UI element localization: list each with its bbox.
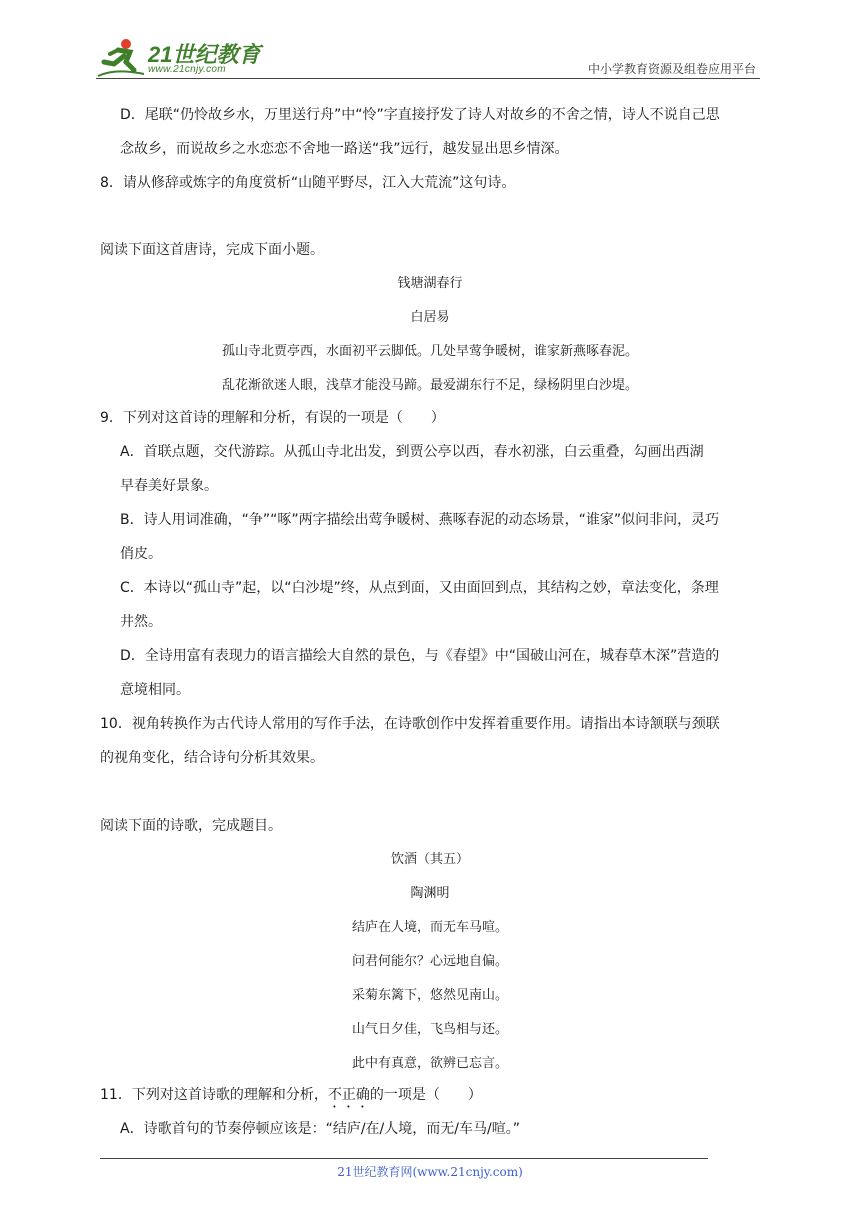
- question-10-cont: 的视角变化，结合诗句分析其效果。: [100, 750, 324, 766]
- q7-option-d-cont: 念故乡，而说故乡之水恋恋不舍地一路送“我”远行，越发显出思乡情深。: [120, 141, 569, 157]
- q11-option-a: A．诗歌首句的节奏停顿应该是：“结庐/在/人境，而无/车马/喧。”: [120, 1121, 520, 1137]
- poem-line: 乱花渐欲迷人眼，浅草才能没马蹄。最爱湖东行不足，绿杨阴里白沙堤。: [221, 378, 638, 393]
- poem-title: 钱塘湖春行: [397, 276, 463, 291]
- logo-text: 21世纪教育: [148, 42, 261, 67]
- poem-line: 孤山寺北贾亭西，水面初平云脚低。几处早莺争暖树，谁家新燕啄春泥。: [221, 344, 638, 359]
- q11-emphasis: 不正确: [327, 1087, 370, 1103]
- q9-option-a: A．首联点题，交代游踪。从孤山寺北出发，到贾公亭以西，春水初涨，白云重叠，勾画出西湖: [120, 444, 704, 460]
- q9-option-c-cont: 井然。: [120, 614, 162, 630]
- poem-author: 白居易: [410, 310, 450, 325]
- q7-option-d: D．尾联“仍怜故乡水，万里送行舟”中“怜”字直接抒发了诗人对故乡的不舍之情，诗人不说自己思: [120, 107, 720, 123]
- question-10: 10．视角转换作为古代诗人常用的写作手法，在诗歌创作中发挥着重要作用。请指出本诗颔联与颈联: [100, 716, 720, 732]
- section-intro: 阅读下面的诗歌，完成题目。: [100, 818, 282, 834]
- q9-option-c: C．本诗以“孤山寺”起，以“白沙堤”终，从点到面，又由面回到点，其结构之妙，章法变化，条理: [120, 580, 719, 596]
- q9-option-d-cont: 意境相同。: [120, 682, 190, 698]
- question-9: 9．下列对这首诗的理解和分析，有误的一项是（ ）: [100, 410, 445, 426]
- header-divider: [96, 78, 760, 79]
- poem-line: 问君何能尔？心远地自偏。: [351, 954, 508, 969]
- q9-option-b: B．诗人用词准确，“争”“啄”两字描绘出莺争暖树、燕啄春泥的动态场景，“谁家”似问非问，灵巧: [120, 512, 720, 528]
- logo-url: www.21cnjy.com: [148, 64, 226, 75]
- poem-line: 此中有真意，欲辨已忘言。: [351, 1056, 508, 1071]
- q9-option-a-cont: 早春美好景象。: [120, 478, 218, 494]
- q11-stem-pre: 11．下列对这首诗歌的理解和分析，: [100, 1087, 328, 1103]
- section-intro: 阅读下面这首唐诗，完成下面小题。: [100, 242, 324, 258]
- question-11: [100, 1085, 482, 1111]
- footer-text: 21世纪教育网(www.21cnjy.com): [337, 1165, 523, 1179]
- platform-name: 中小学教育资源及组卷应用平台: [587, 62, 756, 76]
- q11-stem-post: 的一项是（ ）: [369, 1087, 482, 1103]
- q9-option-b-cont: 俏皮。: [120, 546, 162, 562]
- poem-line: 结庐在人境，而无车马喧。: [351, 920, 508, 935]
- runner-icon: [96, 36, 146, 80]
- poem-line: 采菊东篱下，悠然见南山。: [351, 988, 508, 1003]
- poem-line: 山气日夕佳，飞鸟相与还。: [351, 1022, 508, 1037]
- poem-author: 陶渊明: [410, 886, 450, 901]
- question-8: 8．请从修辞或炼字的角度赏析“山随平野尽，江入大荒流”这句诗。: [100, 175, 516, 191]
- q9-option-d: D．全诗用富有表现力的语言描绘大自然的景色，与《春望》中“国破山河在，城春草木深”营造的: [120, 648, 720, 664]
- page-header: [96, 36, 760, 80]
- site-logo: [96, 36, 266, 80]
- footer-divider: [100, 1158, 708, 1159]
- poem-title: 饮酒（其五）: [390, 852, 469, 867]
